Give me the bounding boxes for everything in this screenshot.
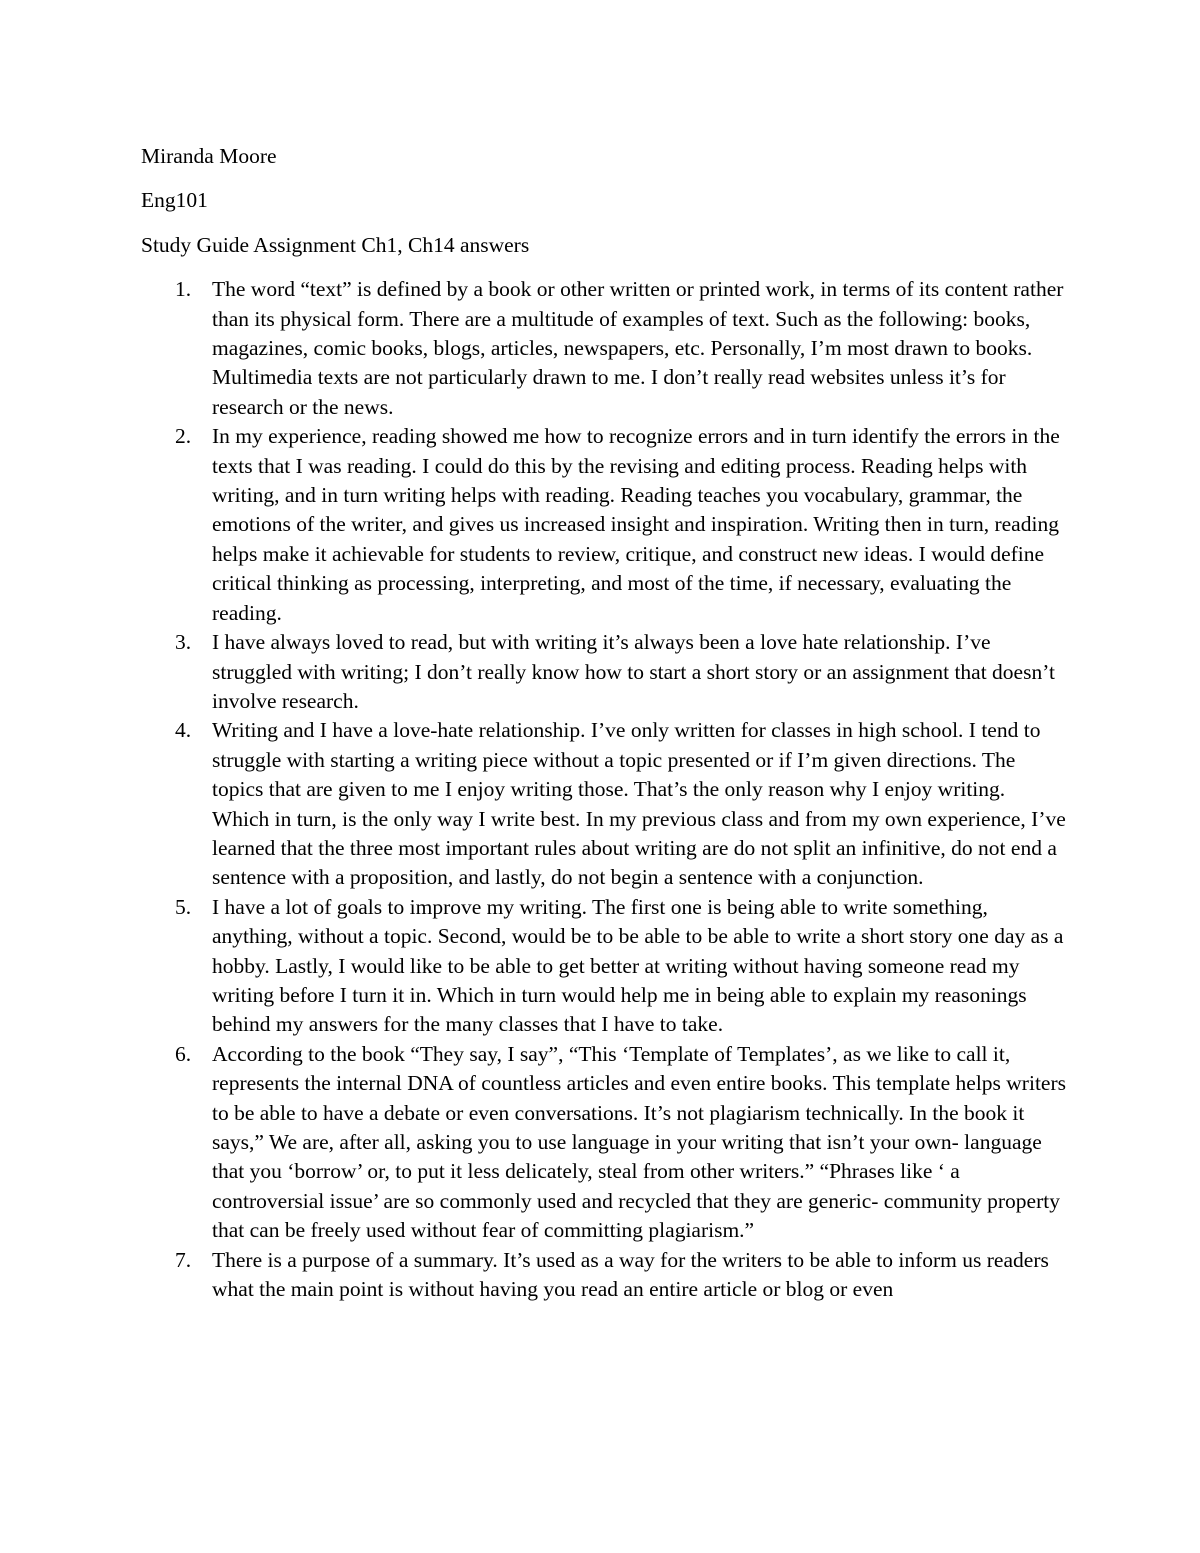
answer-item-2 [141,422,1066,628]
answer-list [141,275,1066,1304]
document-body [141,142,1066,1304]
answer-number: 4. [175,718,192,743]
author-name: Miranda Moore [141,144,277,168]
answer-number: 6. [175,1041,192,1066]
answer-number: 1. [175,277,192,302]
answer-number: 7. [175,1247,192,1272]
answer-text: According to the book “They say, I say”, “This ‘Template of Templates’, as we like to call it, represents the internal DNA of countless articles and even entire books. This template helps writers to be able to have a debate or even conversations. It’s not plagiarism technically. In the book it says,” We are, after all, asking you to use language in your writing that isn’t your own- language that you ‘borrow’ or, to put it less delicately, steal from other writers.” “Phrases like ‘ a controversial issue’ are so commonly used and recycled that they are generic- community property that can be freely used without fear of committing plagiarism.” [212,1041,1066,1243]
answer-number: 3. [175,630,192,655]
answer-text: I have a lot of goals to improve my writing. The first one is being able to write something, anything, without a topic. Second, would be to be able to be able to write a short story one day as a hobby. Lastly, I would like to be able to get better at writing without having someone read my writing before I turn it in. Which in turn would help me in being able to explain my reasonings behind my answers for the many classes that I have to take. [212,894,1064,1037]
answer-item-3 [141,628,1066,716]
answer-item-6 [141,1040,1066,1246]
answer-item-1 [141,275,1066,422]
answer-text: Writing and I have a love-hate relationship. I’ve only written for classes in high school. I tend to struggle with starting a writing piece without a topic presented or if I’m given directions. The topics that are given to me I enjoy writing those. That’s the only reason why I enjoy writing. Which in turn, is the only way I write best. In my previous class and from my own experience, I’ve learned that the three most important rules about writing are do not split an infinitive, do not end a sentence with a proposition, and lastly, do not begin a sentence with a conjunction. [212,718,1066,890]
answer-item-5 [141,893,1066,1040]
answer-number: 2. [175,424,192,449]
answer-text: There is a purpose of a summary. It’s used as a way for the writers to be able to inform us readers what the main point is without having you read an entire article or blog or even [212,1247,1049,1302]
assignment-title: Study Guide Assignment Ch1, Ch14 answers [141,232,530,257]
answer-number: 5. [175,894,192,919]
answer-text: I have always loved to read, but with writing it’s always been a love hate relationship. I’ve struggled with writing; I don’t really know how to start a short story or an assignment that doesn’t involve research. [212,630,1055,713]
course-code: Eng101 [141,188,208,213]
answer-text: The word “text” is defined by a book or other written or printed work, in terms of its content rather than its physical form. There are a multitude of examples of text. Such as the following: books, magazines, comic books, blogs, articles, newspapers, etc. Personally, I’m most drawn to books. Multimedia texts are not particularly drawn to me. I don’t really read websites unless it’s for research or the news. [212,277,1064,419]
answer-item-7 [141,1246,1066,1305]
answer-item-4 [141,716,1066,892]
answer-text: In my experience, reading showed me how to recognize errors and in turn identify the errors in the texts that I was reading. I could do this by the revising and editing process. Reading helps with writing, and in turn writing helps with reading. Reading teaches you vocabulary, grammar, the emotions of the writer, and gives us increased insight and inspiration. Writing then in turn, reading helps make it achievable for students to review, critique, and construct new ideas. I would define critical thinking as processing, interpreting, and most of the time, if necessary, evaluating the reading. [212,424,1060,625]
